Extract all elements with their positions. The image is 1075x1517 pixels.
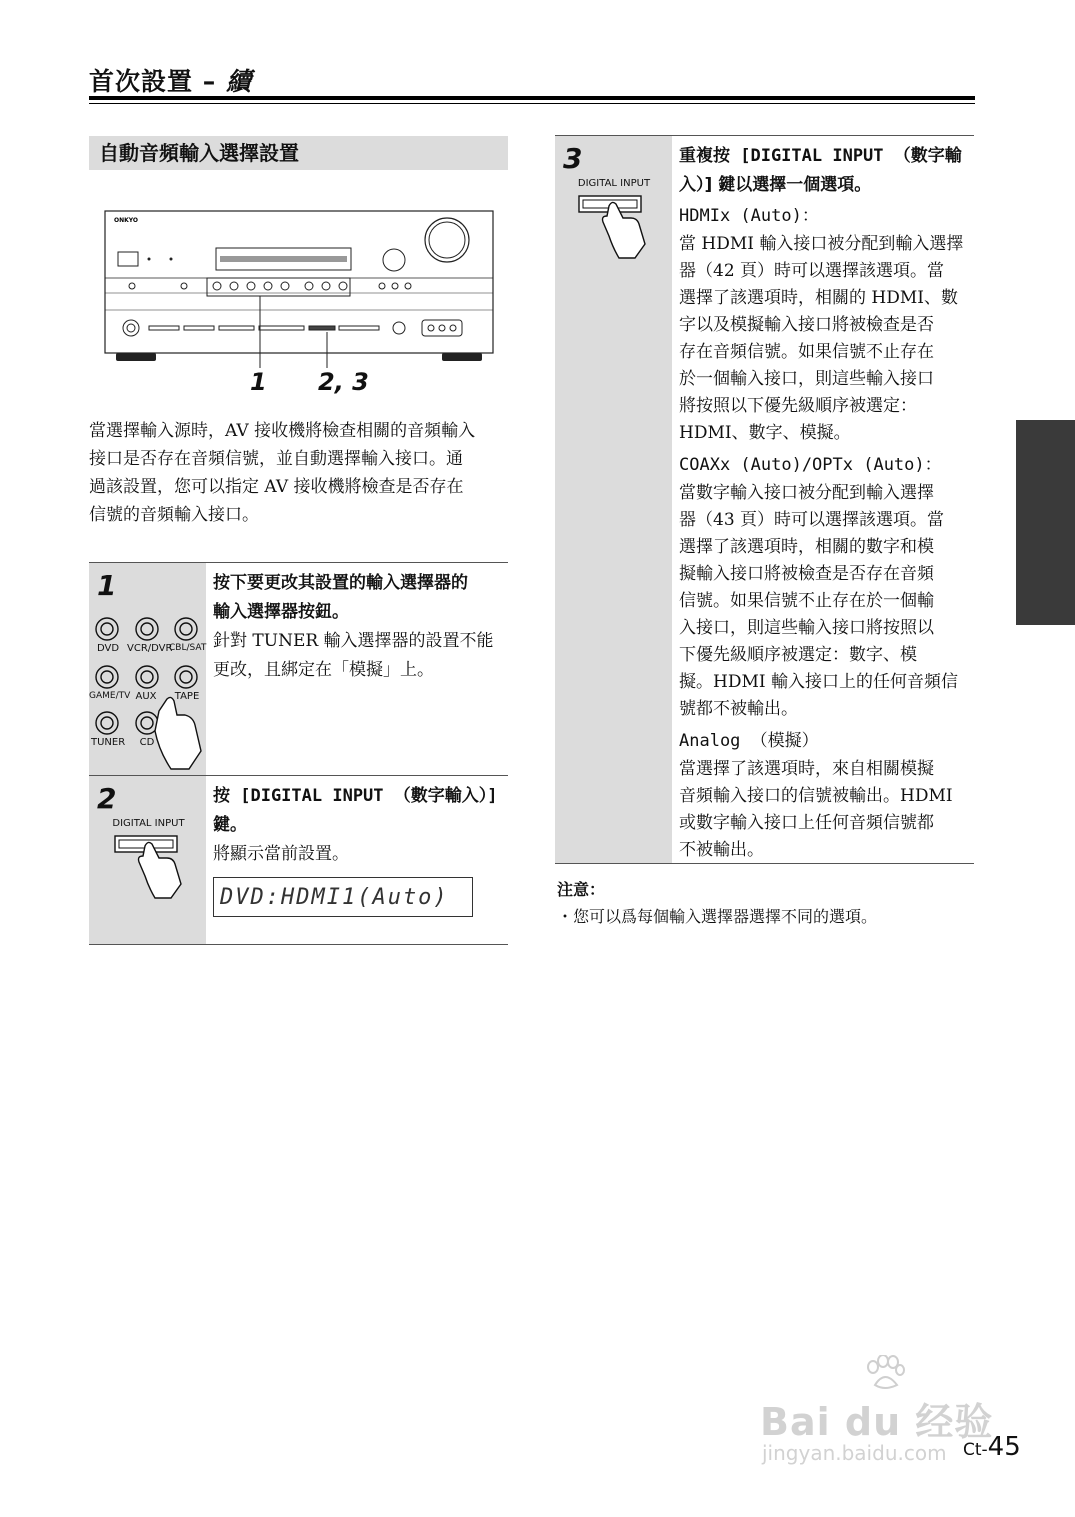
- note-heading: 注意：: [557, 880, 606, 899]
- step-3-text: [679, 142, 971, 864]
- option-line: 器（43 頁）時可以選擇該選項。當: [679, 510, 945, 530]
- intro-line: 過該設置，您可以指定 AV 接收機將檢查是否存在: [89, 477, 464, 497]
- note-item: ・您可以爲每個輸入選擇器選擇不同的選項。: [557, 907, 878, 926]
- intro-line: 當選擇輸入源時，AV 接收機將檢查相關的音頻輸入: [89, 421, 476, 441]
- step-1-title: 按下要更改其設置的輸入選擇器的: [213, 573, 468, 593]
- step-1-text: [213, 569, 503, 685]
- digital-input-button-figure: [573, 192, 668, 262]
- step-2-text: [213, 782, 503, 917]
- btn-label-game-tv: GAME/TV: [89, 691, 131, 701]
- intro-paragraph: [89, 417, 509, 529]
- option-line: 入接口，則這些輸入接口將按照以: [679, 618, 934, 638]
- step-3-figure: [555, 136, 672, 863]
- intro-line: 信號的音頻輸入接口。: [89, 505, 259, 525]
- option-line: 擬輸入接口將被檢查是否存在音頻: [679, 564, 934, 584]
- step-3-title-cont: 入）] 鍵以選擇一個選項。: [679, 175, 872, 195]
- btn-label-cbl-sat: CBL/SAT: [169, 643, 207, 653]
- option-analog-body: [679, 756, 971, 864]
- step-2-number: 2: [97, 782, 117, 815]
- btn-label-vcr-dvr: VCR/DVR: [127, 643, 173, 654]
- option-line: 音頻輸入接口的信號被輸出。HDMI: [679, 786, 953, 806]
- digital-input-label: DIGITAL INPUT: [577, 178, 651, 189]
- option-line: 擬。HDMI 輸入接口上的任何音頻信: [679, 672, 958, 692]
- option-coax-body: [679, 480, 971, 723]
- option-line: HDMI、數字、模擬。: [679, 423, 851, 443]
- page-title-main: 首次設置: [89, 67, 194, 96]
- option-line: 當選擇了該選項時，來自相關模擬: [679, 759, 934, 779]
- callout-2-3: 2, 3: [318, 368, 369, 396]
- step-2-title: 按 [DIGITAL INPUT （數字輸入）]: [213, 786, 498, 806]
- option-hdmi-head: HDMIx (Auto)：: [679, 206, 819, 226]
- option-line: 於一個輸入接口，則這些輸入接口: [679, 369, 934, 389]
- step-3: [555, 135, 974, 864]
- digital-input-button-figure: [109, 832, 204, 902]
- page-title-dash: –: [202, 67, 217, 96]
- btn-label-cd: CD: [139, 737, 155, 748]
- watermark: [760, 1355, 1020, 1485]
- intro-line: 接口是否存在音頻信號，並自動選擇輸入接口。通: [89, 449, 463, 469]
- btn-label-tuner: TUNER: [91, 737, 126, 748]
- option-line: 當數字輸入接口被分配到輸入選擇: [679, 483, 934, 503]
- brand-logo: ONKYO: [114, 217, 139, 224]
- front-display-readout: DVD:HDMI1(Auto): [213, 877, 473, 917]
- option-line: 選擇了該選項時，相關的數字和模: [679, 537, 934, 557]
- btn-label-aux: AUX: [135, 691, 157, 702]
- step-3-number: 3: [563, 142, 583, 175]
- step-2-figure: [89, 776, 206, 944]
- option-line: 器（42 頁）時可以選擇該選項。當: [679, 261, 945, 281]
- note: [557, 876, 977, 930]
- option-line: 選擇了該選項時，相關的 HDMI、數: [679, 288, 958, 308]
- option-line: 下優先級順序被選定：數字、模: [679, 645, 917, 665]
- section-heading: 自動音頻輸入選擇設置: [89, 136, 508, 170]
- page-number: [963, 1432, 1021, 1462]
- option-line: 將按照以下優先級順序被選定：: [679, 396, 917, 416]
- header-rule-thin: [89, 103, 975, 104]
- page-title-suffix: 續: [225, 67, 252, 96]
- page-number-prefix: Ct-: [963, 1440, 988, 1460]
- watermark-line2: jingyan.baidu.com: [762, 1441, 947, 1465]
- paw-logo-icon: [865, 1355, 905, 1391]
- receiver-front-panel-diagram: [104, 208, 494, 368]
- btn-label-tape: TAPE: [174, 691, 200, 702]
- step-1-body: 針對 TUNER 輸入選擇器的設置不能: [213, 631, 494, 651]
- option-line: 字以及模擬輸入接口將被檢查是否: [679, 315, 934, 335]
- digital-input-label: DIGITAL INPUT: [112, 818, 185, 829]
- step-1-body-cont: 更改，且綁定在「模擬」上。: [213, 660, 434, 680]
- option-line: 存在音頻信號。如果信號不止存在: [679, 342, 934, 362]
- step-1: [89, 562, 508, 776]
- header-rule: [89, 96, 975, 100]
- step-2-body: 將顯示當前設置。: [213, 844, 349, 864]
- option-line: 號都不被輸出。: [679, 699, 798, 719]
- step-1-number: 1: [97, 569, 117, 602]
- option-line: 當 HDMI 輸入接口被分配到輸入選擇: [679, 234, 964, 254]
- callout-1: 1: [250, 368, 267, 396]
- step-3-title: 重複按 [DIGITAL INPUT （數字輸: [679, 146, 962, 166]
- chapter-side-tab: [1016, 420, 1075, 625]
- step-1-figure: [89, 563, 206, 776]
- watermark-line1: Bai du 经验: [760, 1400, 994, 1444]
- step-1-title-cont: 輸入選擇器按鈕。: [213, 602, 349, 622]
- option-coax-head: COAXx (Auto)/OPTx (Auto)：: [679, 455, 942, 475]
- option-analog-head: Analog （模擬）: [679, 731, 819, 751]
- page-title: [89, 62, 252, 98]
- option-line: 不被輸出。: [679, 840, 764, 860]
- option-line: 信號。如果信號不止存在於一個輸: [679, 591, 934, 611]
- page-number-value: 45: [987, 1432, 1021, 1462]
- step-2: [89, 775, 508, 945]
- btn-label-dvd: DVD: [96, 643, 120, 654]
- option-hdmi-body: [679, 231, 971, 447]
- option-line: 或數字輸入接口上任何音頻信號都: [679, 813, 934, 833]
- step-2-title-cont: 鍵。: [213, 815, 247, 835]
